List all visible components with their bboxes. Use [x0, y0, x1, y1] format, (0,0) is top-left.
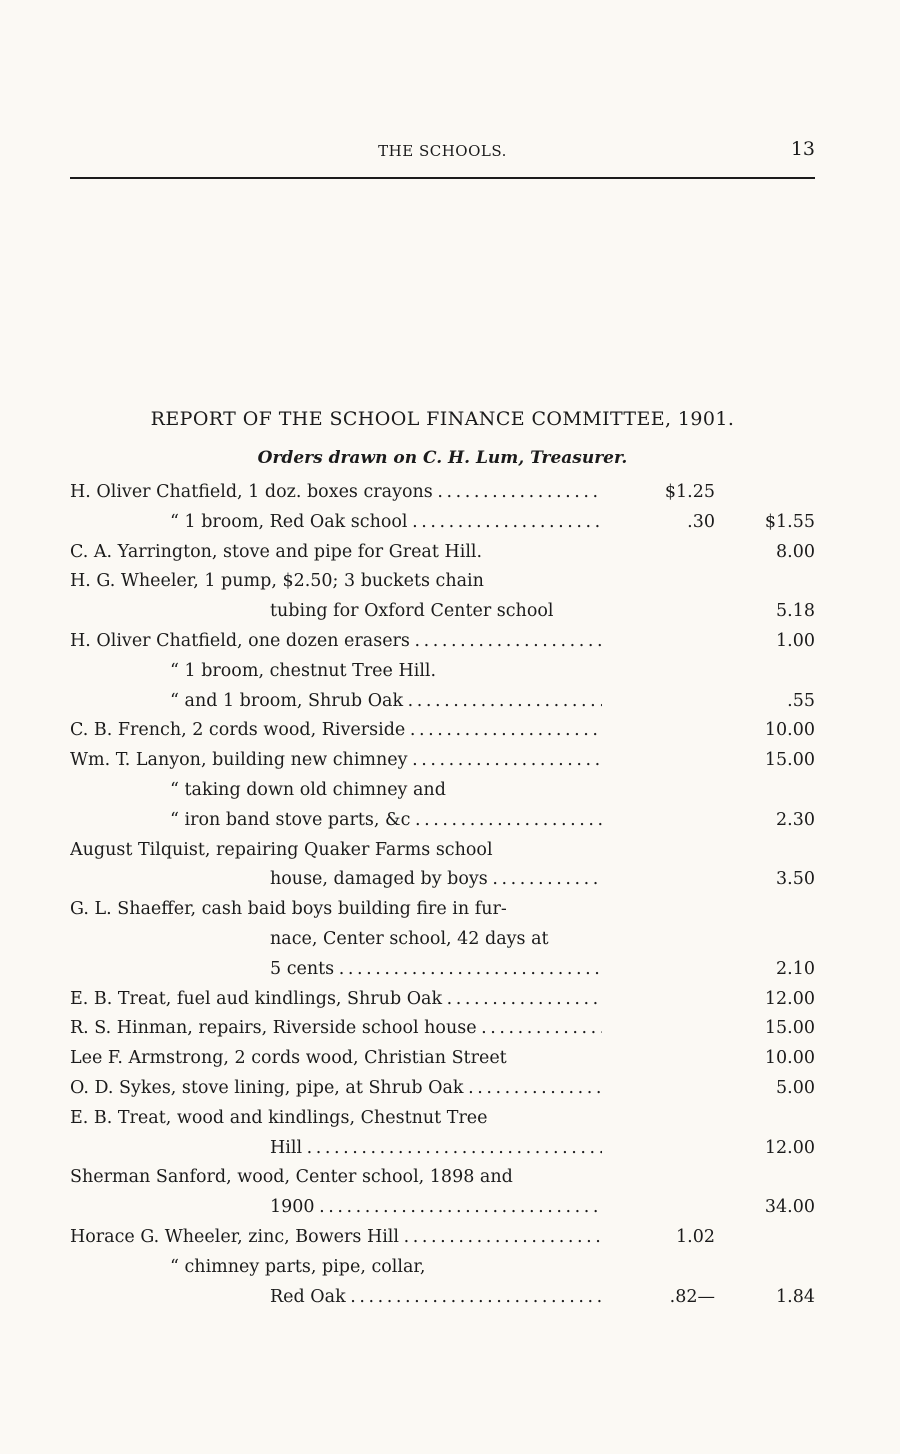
entry-text: H. G. Wheeler, 1 pump, $2.50; 3 buckets chain — [70, 571, 484, 592]
ledger-row — [70, 1014, 815, 1044]
ledger-row — [70, 657, 815, 687]
entry-text: C. B. French, 2 cords wood, Riverside . . . — [70, 716, 602, 746]
ledger-row — [70, 985, 815, 1015]
entry-amount: .82— — [669, 1286, 715, 1307]
ledger-row — [70, 806, 815, 836]
ledger-row — [70, 895, 815, 925]
entry-text: “ taking down old chimney and — [170, 779, 446, 800]
ledger-row — [70, 925, 815, 955]
ledger-row — [70, 776, 815, 806]
ledger-row — [70, 865, 815, 895]
entry-text: nace, Center school, 42 days at — [270, 928, 549, 949]
ledger-row — [70, 508, 815, 538]
entry-text: 5 cents . . . — [270, 955, 602, 985]
ledger-row — [70, 538, 815, 568]
entry-amount: .30 — [687, 511, 715, 532]
entry-text: G. L. Shaeffer, cash baid boys building fire in fur- — [70, 899, 507, 920]
entry-amount: 1.02 — [676, 1226, 715, 1247]
entry-text: house, damaged by boys . . . — [270, 865, 602, 895]
report-title: REPORT OF THE SCHOOL FINANCE COMMITTEE, 1901. — [150, 408, 735, 430]
entry-total: 2.30 — [776, 809, 815, 830]
ledger — [70, 478, 815, 1312]
ledger-row — [70, 478, 815, 508]
entry-total: $1.55 — [764, 511, 815, 532]
entry-text: E. B. Treat, fuel aud kindlings, Shrub Oak . . . — [70, 985, 602, 1015]
entry-total: 8.00 — [776, 541, 815, 562]
entry-text: “ 1 broom, chestnut Tree Hill. — [170, 660, 437, 681]
ledger-row — [70, 955, 815, 985]
entry-text: August Tilquist, repairing Quaker Farms school — [70, 839, 493, 860]
entry-text: Red Oak . . . — [270, 1283, 602, 1313]
ledger-row — [70, 1163, 815, 1193]
entry-text: “ chimney parts, pipe, collar, — [170, 1256, 426, 1277]
entry-text: “ iron band stove parts, &c . . . — [170, 806, 602, 836]
ledger-row — [70, 716, 815, 746]
entry-total: 5.18 — [776, 601, 815, 622]
entry-total: 15.00 — [764, 750, 815, 771]
ledger-row — [70, 1044, 815, 1074]
entry-text: tubing for Oxford Center school — [270, 601, 554, 622]
entry-total: 12.00 — [764, 988, 815, 1009]
entry-text: Sherman Sanford, wood, Center school, 1898 and — [70, 1167, 513, 1188]
entry-text: E. B. Treat, wood and kindlings, Chestnut Tree — [70, 1107, 488, 1128]
entry-total: 5.00 — [776, 1077, 815, 1098]
ledger-row — [70, 597, 815, 627]
entry-text: Wm. T. Lanyon, building new chimney . . . — [70, 746, 602, 776]
entry-total: 10.00 — [764, 720, 815, 741]
ledger-row — [70, 1283, 815, 1313]
entry-text: H. Oliver Chatfield, 1 doz. boxes crayons . . . — [70, 478, 602, 508]
ledger-row — [70, 1074, 815, 1104]
entry-total: 34.00 — [764, 1197, 815, 1218]
entry-total: 1.84 — [776, 1286, 815, 1307]
entry-total: 1.00 — [776, 630, 815, 651]
entry-total: 2.10 — [776, 958, 815, 979]
ledger-row — [70, 567, 815, 597]
ledger-row — [70, 627, 815, 657]
entry-text: C. A. Yarrington, stove and pipe for Great Hill. — [70, 541, 483, 562]
ledger-row — [70, 687, 815, 717]
entry-text: “ 1 broom, Red Oak school . . . — [170, 508, 602, 538]
entry-text: H. Oliver Chatfield, one dozen erasers . . . — [70, 627, 602, 657]
ledger-row — [70, 1223, 815, 1253]
entry-total: .55 — [787, 690, 815, 711]
entry-text: Lee F. Armstrong, 2 cords wood, Christian Street — [70, 1048, 507, 1069]
entry-text: Horace G. Wheeler, zinc, Bowers Hill . . . — [70, 1223, 602, 1253]
entry-total: 15.00 — [764, 1018, 815, 1039]
ledger-row — [70, 1193, 815, 1223]
ledger-row — [70, 1104, 815, 1134]
entry-total: 3.50 — [776, 869, 815, 890]
page-number: 13 — [790, 138, 815, 160]
entry-text: “ and 1 broom, Shrub Oak . . . — [170, 687, 602, 717]
ledger-row — [70, 836, 815, 866]
running-head — [70, 138, 815, 164]
entry-amount: $1.25 — [664, 482, 715, 502]
header-rule — [70, 177, 815, 179]
entry-text: O. D. Sykes, stove lining, pipe, at Shrub Oak . . . — [70, 1074, 602, 1104]
ledger-row — [70, 746, 815, 776]
report-subtitle: Orders drawn on C. H. Lum, Treasurer. — [257, 448, 628, 468]
entry-text: Hill . . . — [270, 1134, 602, 1164]
entry-text: 1900 . . . — [270, 1193, 602, 1223]
entry-text: R. S. Hinman, repairs, Riverside school house . . . — [70, 1014, 602, 1044]
entry-total: 10.00 — [764, 1048, 815, 1069]
running-head-title: THE SCHOOLS. — [378, 142, 507, 160]
ledger-row — [70, 1134, 815, 1164]
ledger-row — [70, 1253, 815, 1283]
entry-total: 12.00 — [764, 1137, 815, 1158]
